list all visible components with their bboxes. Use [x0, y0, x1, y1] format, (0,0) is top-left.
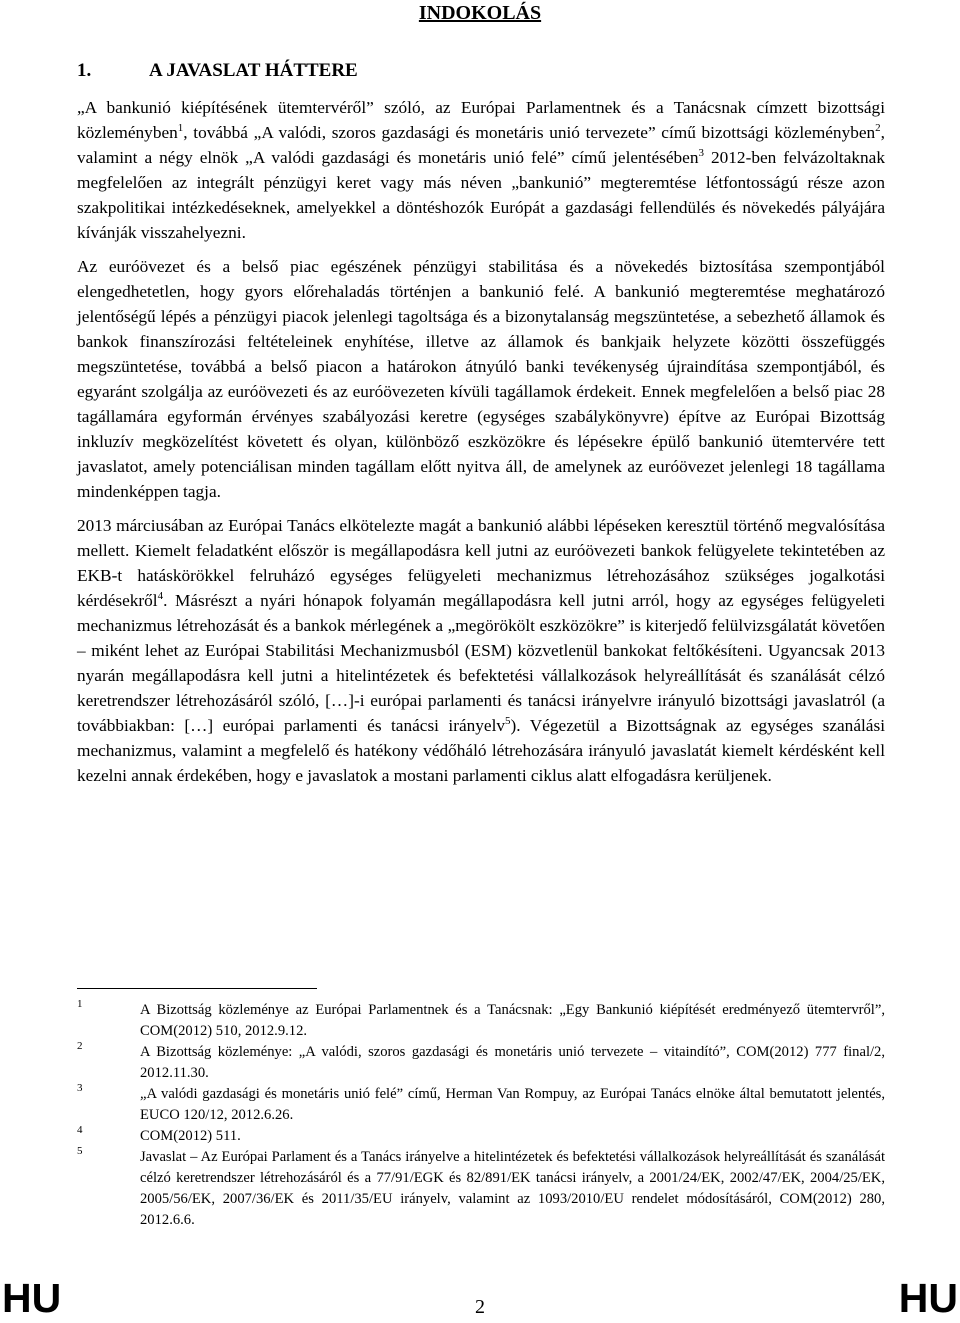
paragraph-text: , továbbá „A valódi, szoros gazdasági és monetáris unió tervezete” című bizottsági közleményben [183, 123, 876, 142]
paragraph-text: . Másrészt a nyári hónapok folyamán megállapodásra kell jutni arról, hogy az egységes felügyeleti mechanizmus létrehozását és a bankok mérlegének a „megörökölt eszközökre” is kiterjedő felülvizsgálatát követően – miként lehet az Európai Stabilitási Mechanizmusból (ESM) közvetlenül bankokat feltőkésíteni. Ugyancsak 2013 nyarán megállapodásra kell jutni a hitelintézetek és befektetési vállalkozások helyreállítását és szanálását célzó keretrendszer létrehozásáról szóló, […]-i európai parlamenti és tanácsi irányelvre irányuló bizottsági javaslatról (a továbbiakban: […] európai parlamenti és tanácsi irányelv [77, 591, 885, 735]
footnote-text: „A valódi gazdasági és monetáris unió felé” című, Herman Van Rompuy, az Európai Tanács elnöke által bemutatott jelentés, EUCO 120/12, 2012.6.26. [140, 1086, 885, 1123]
footnote-text: A Bizottság közleménye: „A valódi, szoros gazdasági és monetáris unió tervezete – vitaindító”, COM(2012) 777 final/2, 2012.11.30. [140, 1044, 885, 1081]
section-heading [77, 60, 358, 82]
footnote [77, 1084, 885, 1126]
section-title: A JAVASLAT HÁTTERE [149, 60, 358, 81]
paragraph-text: ). Végezetül a Bizottságnak az egységes szanálási mechanizmus, valamint a megfelelő és hatékony védőháló létrehozására irányuló javaslatát kiemelt kérdésként kell kezelni annak érdekében, hogy e javaslatok a mostani parlamenti ciklus alatt elfogadásra kerüljenek. [77, 716, 885, 785]
footnote-number: 3 [77, 1082, 83, 1094]
footnote-reference: 4 [157, 590, 164, 603]
section-number: 1. [77, 60, 92, 81]
footnote [77, 1147, 885, 1231]
paragraph-text: 2013 márciusában az Európai Tanács elkötelezte magát a bankunió alábbi lépéseken keresztül történő megvalósítása mellett. Kiemelt feladatként először is megállapodásra kell jutni az euróövezeti bankok felügyelete tekintetében az EKB-t hatáskörökkel felruházó egységes felügyeleti mechanizmus létrehozásához szükséges jogalkotási kérdésekről [77, 516, 885, 610]
document-title: INDOKOLÁS [418, 2, 542, 24]
footnote [77, 1126, 885, 1147]
paragraph [77, 95, 885, 245]
footnote-number: 4 [77, 1124, 83, 1136]
paragraph [77, 513, 885, 788]
paragraph-text: , valamint a négy elnök „A valódi gazdasági és monetáris unió felé” című jelentésében [77, 123, 885, 167]
page-number: 2 [475, 1296, 485, 1318]
footnote-text: COM(2012) 511. [140, 1128, 241, 1144]
footnote [77, 1042, 885, 1084]
footnote-separator [77, 988, 317, 989]
footnote-number: 5 [77, 1145, 83, 1157]
footnote-reference: 5 [505, 715, 511, 728]
paragraph-text: 2012-ben felvázoltaknak megfelelően az integrált pénzügyi keret vagy más néven „bankunió” megteremtése létfontosságú része azon szakpolitikai intézkedéseknek, amelyekkel a döntéshozók Európát a gazdasági fellendülés és növekedés pályájára kívánják visszahelyezni. [77, 148, 885, 242]
footnote-number: 2 [77, 1040, 83, 1052]
paragraph [77, 254, 885, 504]
footnote-number: 1 [77, 998, 83, 1010]
footnote-text: Javaslat – Az Európai Parlament és a Tanács irányelve a hitelintézetek és befektetési vállalkozások helyreállítását és szanálását célzó keretrendszer létrehozásáról és a 77/91/EGK és 82/891/EK tanácsi irányelv, a 2001/24/EK, 2002/47/EK, 2004/25/EK, 2005/56/EK, 2007/36/EK és 2011/35/EU irányelv, valamint az 1093/2010/EU rendelet módosításáról, COM(2012) 280, 2012.6.6. [140, 1149, 885, 1228]
paragraph-text: Az euróövezet és a belső piac egészének pénzügyi stabilitása és a növekedés biztosítása szempontjából elengedhetetlen, hogy gyors előrehaladás történjen a bankunió felé. A bankunió megteremtése meghatározó jelentőségű lépés a pénzügyi piacok jelenlegi tagoltsága és a bizonytalanság megszüntetése, a sebezhető államok és bankok finanszírozási feltételeinek enyhítése, illetve az államok és bankjaik helyzete közötti összefüggés megszüntetése, továbbá a belső piacon a határokon átnyúló banki tevékenység újraindítása szempontjából, és egyaránt szolgálja az euróövezeti és az euróövezeten kívüli tagállamok érdekeit. Ennek megfelelően a belső piac 28 tagállamára egyformán érvényes szabályozási keretre (egységes szabálykönyvre) építve az Európai Bizottság inkluzív megközelítést követett és olyan, különböző eszközökre és lépésekre épülő bankunió ütemtervére tett javaslatot, amely potenciálisan minden tagállam előtt nyitva áll, de amelynek az euróövezet jelenlegi 18 tagállama mindenképpen tagja. [77, 257, 885, 501]
paragraph-text: „A bankunió kiépítésének ütemtervéről” szóló, az Európai Parlamentnek és a Tanácsnak címzett bizottsági közleményben [77, 98, 885, 142]
body-text [77, 95, 885, 797]
footnote-reference: 3 [698, 147, 704, 160]
language-code-right: HU [898, 1275, 958, 1321]
footnotes [77, 1000, 885, 1231]
footnote [77, 1000, 885, 1042]
language-code-left: HU [2, 1275, 62, 1321]
footnote-reference: 2 [875, 122, 881, 135]
footnote-reference: 1 [177, 122, 184, 135]
footnote-text: A Bizottság közleménye az Európai Parlamentnek és a Tanácsnak: „Egy Bankunió kiépítését eredményező ütemtervről”, COM(2012) 510, 2012.9.12. [140, 1002, 885, 1039]
